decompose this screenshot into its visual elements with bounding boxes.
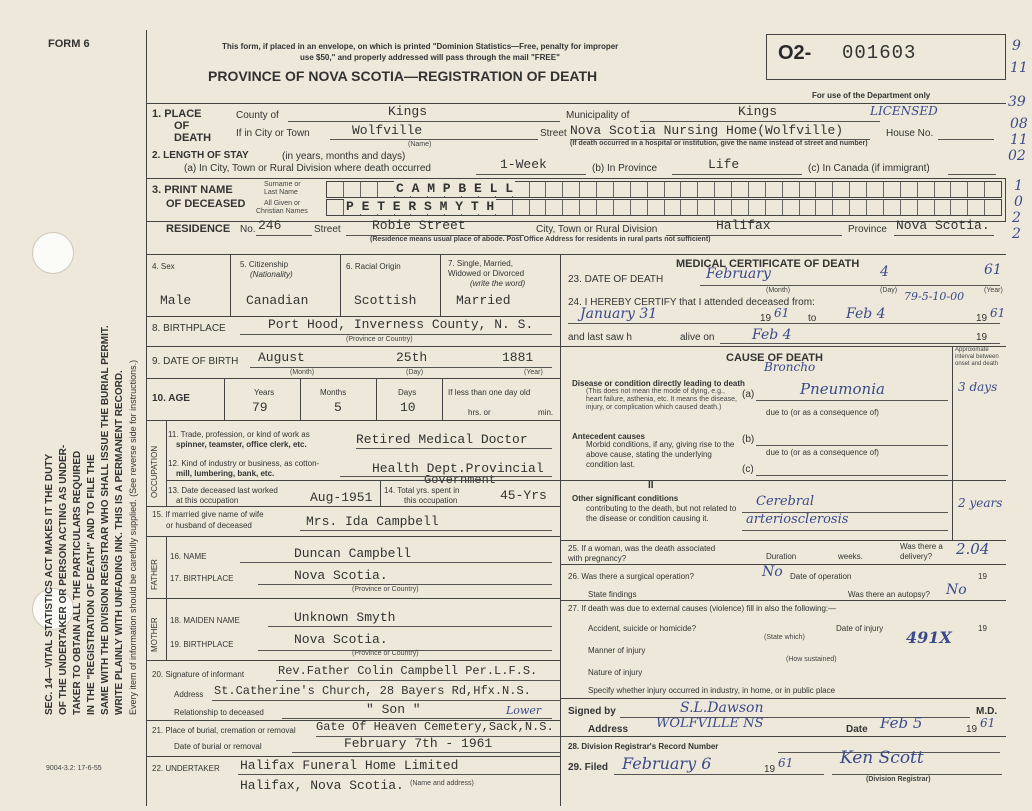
burial-date-value: February 7th - 1961 <box>344 736 493 751</box>
cause-box-top <box>560 346 1006 347</box>
surname-value: C A M P B E L L <box>396 181 514 196</box>
filed-date: February 6 <box>622 754 712 773</box>
approx-interval-label: Approximate interval between onset and death <box>955 347 999 367</box>
other-conditions-hint: contributing to the death, but not related to the disease or condition causing it. <box>586 504 737 523</box>
surname-hint-1: Surname or <box>264 181 301 188</box>
registrar-line <box>832 774 1002 775</box>
house-number-label: House No. <box>886 128 934 139</box>
last-saw-label: and last saw h <box>568 332 632 343</box>
margin-code-10: 2 <box>1012 226 1021 242</box>
external-causes-label: 27. If death was due to external causes (violence) fill in also the following:— <box>568 604 837 613</box>
citizenship-hint: (Nationality) <box>250 270 293 279</box>
father-name-value: Duncan Campbell <box>294 546 412 561</box>
county-line <box>288 121 560 122</box>
attendance-year-1-label: 19 <box>760 313 772 324</box>
residence-province-label: Province <box>848 224 887 235</box>
marital-label-3: (write the word) <box>470 279 526 288</box>
cell-divider <box>340 254 341 316</box>
age-days-label: Days <box>398 388 417 397</box>
dob-day-hint: (Day) <box>406 369 424 376</box>
registration-prefix: O2- <box>778 42 812 64</box>
marital-label-1: 7. Single, Married, <box>448 259 513 268</box>
dob-day: 25th <box>396 350 428 365</box>
municipality-line <box>640 121 880 122</box>
informant-line <box>276 680 560 681</box>
row-divider <box>146 756 560 757</box>
q12-value-2: Government <box>424 473 497 487</box>
section-divider <box>146 254 1006 255</box>
residence-no-line <box>256 235 312 236</box>
death-month: February <box>706 266 771 282</box>
cell-divider <box>442 378 443 420</box>
informant-label: 20. Signature of informant <box>152 670 245 679</box>
filed-label: 29. Filed <box>568 762 609 773</box>
punch-hole-top <box>32 232 74 274</box>
city-hint: (Name) <box>408 141 432 148</box>
sex-value: Male <box>160 293 192 308</box>
death-month-hint: (Month) <box>766 287 791 294</box>
cause-interval-divider <box>952 346 953 540</box>
registration-number: 001603 <box>842 42 917 64</box>
relationship-label: Relationship to deceased <box>174 708 264 717</box>
sex-label: 4. Sex <box>152 262 175 271</box>
side-instruction-5: SAME WITH THE DIVISION REGISTRAR WHO SHALL ISSUE THE BURIAL PERMIT. <box>100 325 111 715</box>
mother-birthplace-hint: (Province or Country) <box>352 650 419 657</box>
footer-code: 9004-3.2: 17-6-55 <box>46 765 102 772</box>
column-divider <box>560 254 561 806</box>
stay-city-line <box>476 174 586 175</box>
side-instruction-7: Every item of information should be carefully supplied. (See reverse side for instructions.) <box>128 359 138 715</box>
father-side-label: FATHER <box>150 559 159 590</box>
place-label-2: OF <box>174 120 190 132</box>
q11-line <box>356 448 552 449</box>
main-left-border <box>146 30 147 806</box>
section-divider <box>146 103 1006 104</box>
cause-a-label: (a) <box>742 389 755 400</box>
residence-hint: (Residence means usual place of abode. Post Office Address for residents in rural parts not sufficient) <box>370 236 711 243</box>
citizenship-label: 5. Citizenship <box>240 260 289 269</box>
cause-b-label: (b) <box>742 434 755 445</box>
street-label: Street <box>540 128 567 139</box>
cause-a-line <box>756 400 948 401</box>
stay-province-line <box>672 174 802 175</box>
margin-code-1: 9 <box>1012 38 1021 54</box>
mother-birthplace-value: Nova Scotia. <box>294 632 388 647</box>
margin-code-5: 11 <box>1010 132 1028 148</box>
city-value: Wolfville <box>352 123 423 138</box>
burial-date-line <box>292 752 560 753</box>
form-number: FORM 6 <box>48 38 90 50</box>
stay-province-value: Life <box>708 157 740 172</box>
city-line <box>330 139 538 140</box>
undertaker-line <box>238 774 560 775</box>
racial-origin-label: 6. Racial Origin <box>346 262 401 271</box>
residence-street-label: Street <box>314 224 341 235</box>
death-day-hint: (Day) <box>880 287 898 294</box>
accident-label: Accident, suicide or homicide? <box>588 624 697 633</box>
department-use-label: For use of the Department only <box>812 91 931 100</box>
cell-divider <box>300 378 301 420</box>
mother-birthplace-label: 19. BIRTHPLACE <box>170 640 234 649</box>
specify-place-label: Specify whether injury occurred in industry, in home, or in public place <box>588 686 836 695</box>
undertaker-value: Halifax Funeral Home Limited <box>240 758 459 773</box>
stay-label: 2. LENGTH OF STAY <box>152 150 249 161</box>
informant-address-value: St.Catherine's Church, 28 Bayers Rd,Hfx.N.S. <box>214 684 531 698</box>
row-divider <box>560 540 1006 541</box>
place-label-3: DEATH <box>174 132 212 144</box>
licensed-note: LICENSED <box>870 104 938 118</box>
cause-a-prefix: Broncho <box>764 360 816 374</box>
manner-code: 491X <box>906 628 952 647</box>
cell-divider <box>224 378 225 420</box>
surgical-operation-value: No <box>762 564 783 580</box>
q14-value: 45-Yrs <box>500 488 547 503</box>
side-instruction-6: WRITE PLAINLY WITH UNFADING INK. THIS IS A PERMANENT RECORD. <box>114 370 125 715</box>
alive-on-line <box>720 343 1000 344</box>
sign-year: 61 <box>980 716 996 730</box>
cell-divider <box>380 480 381 506</box>
attendance-from: January 31 <box>580 306 658 322</box>
hours-label: hrs. or <box>468 408 491 417</box>
birthplace-value: Port Hood, Inverness County, N. S. <box>268 317 534 332</box>
margin-code-7: 1 <box>1014 178 1023 194</box>
attendance-to: Feb 4 <box>846 306 886 322</box>
stay-canada-label: (c) In Canada (if immigrant) <box>808 163 930 174</box>
death-day: 4 <box>880 264 889 280</box>
cause-a-interval: 3 days <box>958 380 998 394</box>
margin-code-2: 11 <box>1010 60 1028 76</box>
undertaker-label: 22. UNDERTAKER <box>152 764 220 773</box>
stay-province-label: (b) In Province <box>592 163 658 174</box>
informant-address-line <box>212 700 560 701</box>
house-number-line <box>938 139 994 140</box>
county-value: Kings <box>388 104 428 119</box>
side-code: 79-5-10-00 <box>904 290 965 303</box>
racial-origin-value: Scottish <box>354 293 417 308</box>
mother-name-value: Unknown Smyth <box>294 610 396 625</box>
other-interval: 2 years <box>958 496 1003 510</box>
municipality-value: Kings <box>738 104 778 119</box>
stay-city-value: 1-Week <box>500 157 547 172</box>
attendance-to-label: to <box>808 313 817 324</box>
attendance-line <box>568 323 1000 324</box>
row-divider <box>146 598 560 599</box>
residence-no-value: 246 <box>258 218 282 233</box>
dob-year-hint: (Year) <box>524 369 543 376</box>
place-label-1: 1. PLACE <box>152 108 202 120</box>
row-divider <box>560 600 1006 601</box>
date-of-death-label: 23. DATE OF DEATH <box>568 274 664 285</box>
row-divider <box>146 536 560 537</box>
surgical-operation-label: 26. Was there a surgical operation? <box>568 572 694 581</box>
q11-label-1: 11. Trade, profession, or kind of work as <box>168 430 310 439</box>
date-of-death-line <box>700 285 1000 286</box>
pregnancy-label: 25. If a woman, was the death associated with pregnancy? <box>568 544 716 563</box>
citizenship-value: Canadian <box>246 293 309 308</box>
dob-month: August <box>258 350 305 365</box>
occupation-side-label: OCCUPATION <box>150 445 159 498</box>
father-name-label: 16. NAME <box>170 552 207 561</box>
injury-year-label: 19 <box>978 624 987 633</box>
municipality-label: Municipality of <box>566 110 630 121</box>
mail-notice-2: use $50," and properly addressed will pass through the mail "FREE" <box>300 53 560 62</box>
signer-address-label: Address <box>588 724 629 735</box>
age-months-label: Months <box>320 388 347 397</box>
q11-value: Retired Medical Doctor <box>356 432 528 447</box>
dob-line <box>250 367 552 368</box>
injury-date-label: Date of injury <box>836 624 884 633</box>
row-divider <box>560 564 1006 565</box>
age-years-value: 79 <box>252 400 268 415</box>
antecedent-label: Antecedent causes <box>572 432 645 441</box>
other-condition-2: arteriosclerosis <box>746 512 849 527</box>
informant-value: Rev.Father Colin Campbell Per.L.F.S. <box>278 664 538 678</box>
age-years-label: Years <box>254 388 275 397</box>
residence-province-value: Nova Scotia. <box>896 218 990 233</box>
burial-value: Gate Of Heaven Cemetery,Sack,N.S. <box>316 720 554 734</box>
duration-label: Duration <box>766 552 797 561</box>
filed-year: 61 <box>778 756 794 770</box>
father-name-line <box>240 562 552 563</box>
due-to-b-label: due to (or as a consequence of) <box>766 448 879 457</box>
delivery-code: 2.04 <box>956 540 990 558</box>
residence-province-line <box>894 235 994 236</box>
q15-line <box>300 530 552 531</box>
father-birthplace-label: 17. BIRTHPLACE <box>170 574 234 583</box>
birthplace-line <box>240 334 552 335</box>
row-divider <box>146 346 560 347</box>
q13-label-2: at this occupation <box>176 496 239 505</box>
margin-code-8: 0 <box>1014 194 1023 210</box>
attendance-label: 24. I HEREBY CERTIFY that I attended deceased from: <box>568 297 815 308</box>
birthplace-label: 8. BIRTHPLACE <box>152 323 226 334</box>
death-year-hint: (Year) <box>984 287 1003 294</box>
filed-line <box>614 774 824 775</box>
residence-no-label: No. <box>240 224 256 235</box>
cell-divider <box>230 254 231 316</box>
nature-label: Nature of injury <box>588 668 643 677</box>
side-instruction-2: OF THE UNDERTAKER OR PERSON ACTING AS UNDER- <box>58 444 69 715</box>
other-line-2 <box>742 530 948 531</box>
alive-on-label: alive on <box>680 332 715 343</box>
other-conditions-label: Other significant conditions <box>572 494 679 503</box>
md-label: M.D. <box>976 706 998 717</box>
signer-signature: S.L.Dawson <box>680 700 764 716</box>
father-birthplace-value: Nova Scotia. <box>294 568 388 583</box>
row-divider <box>146 378 560 379</box>
disease-label: Disease or condition directly leading to death <box>572 379 745 388</box>
signed-by-label: Signed by <box>568 706 616 717</box>
cause-a-value: Pneumonia <box>800 380 885 398</box>
margin-code-3: 39 <box>1008 94 1026 110</box>
minutes-label: min. <box>538 408 554 417</box>
margin-code-6: 02 <box>1008 148 1026 164</box>
burial-label: 21. Place of burial, cremation or removal <box>152 726 296 735</box>
delivery-label: Was there a delivery? <box>900 542 943 561</box>
part-ii-label: II <box>648 480 654 491</box>
q15-label-1: 15. If married give name of wife <box>152 510 264 519</box>
residence-city-label: City, Town or Rural Division <box>536 224 658 235</box>
residence-label: RESIDENCE <box>166 223 231 235</box>
burial-date-label: Date of burial or removal <box>174 742 262 751</box>
side-instruction-3: TAKER TO OBTAIN ALL THE PARTICULARS REQUIRED <box>72 450 83 715</box>
sign-date: Feb 5 <box>880 714 923 732</box>
q14-label-1: 14. Total yrs. spent in <box>384 486 460 495</box>
given-hint-1: All Given or <box>264 200 301 207</box>
attendance-year-1: 61 <box>774 306 790 320</box>
dob-year: 1881 <box>502 350 534 365</box>
cause-of-death-header: CAUSE OF DEATH <box>726 352 823 364</box>
residence-city-value: Halifax <box>716 218 771 233</box>
given-names-value: P E T E R S M Y T H <box>346 199 495 214</box>
alive-year-label: 19 <box>976 332 988 343</box>
q13-value: Aug-1951 <box>310 490 373 505</box>
dob-month-hint: (Month) <box>290 369 315 376</box>
cause-c-line <box>756 475 948 476</box>
given-hint-2: Christian Names <box>256 208 308 215</box>
cell-divider <box>440 254 441 316</box>
record-number-label: 28. Division Registrar's Record Number <box>568 742 719 751</box>
autopsy-value: No <box>946 582 967 598</box>
of-deceased-label: OF DECEASED <box>166 198 246 210</box>
side-instruction-4: IN THE "REGISTRATION OF DEATH" AND TO FILE THE <box>86 454 97 715</box>
row-divider <box>146 660 560 661</box>
q12-label-1: 12. Kind of industry or business, as cotton- <box>168 459 320 468</box>
q12-value: Health Dept.Provincial <box>372 461 544 476</box>
residence-street-value: Robie Street <box>372 218 466 233</box>
cell-divider <box>166 420 167 506</box>
margin-code-4: 08 <box>1010 116 1028 132</box>
side-instruction-1: SEC. 14—VITAL STATISTICS ACT MAKES IT THE DUTY <box>44 453 55 715</box>
mother-name-line <box>268 626 552 627</box>
antecedent-hint: Morbid conditions, if any, giving rise to the above cause, stating the underlying condition last. <box>586 440 735 469</box>
disease-hint: (This does not mean the mode of dying, e.g., heart failure, asthenia, etc. It means the disease, injury, or complication which caused death.) <box>586 388 737 411</box>
stay-hint: (in years, months and days) <box>282 151 406 162</box>
row-divider <box>560 480 1006 481</box>
q12-label-2: mill, lumbering, bank, etc. <box>176 469 275 478</box>
q12-line <box>340 476 552 477</box>
burial-correction: Lower <box>506 704 542 717</box>
less-than-day-label: If less than one day old <box>448 388 531 397</box>
row-divider <box>560 736 1006 737</box>
q15-value: Mrs. Ida Campbell <box>306 514 439 529</box>
birthplace-hint: (Province or Country) <box>346 336 413 343</box>
informant-address-label: Address <box>174 690 204 699</box>
autopsy-label: Was there an autopsy? <box>848 590 930 599</box>
registrar-label: (Division Registrar) <box>866 776 931 783</box>
marital-label-2: Widowed or Divorced <box>448 269 525 278</box>
state-which-hint: (State which) <box>764 634 805 641</box>
attendance-year-2-label: 19 <box>976 313 988 324</box>
cell-divider <box>376 378 377 420</box>
signer-address: WOLFVILLE NS <box>656 716 764 731</box>
q11-label-2: spinner, teamster, office clerk, etc. <box>176 440 307 449</box>
other-condition-1: Cerebral <box>756 494 814 509</box>
dob-label: 9. DATE OF BIRTH <box>152 356 239 367</box>
stay-city-label: (a) In City, Town or Rural Division where death occurred <box>184 163 431 174</box>
surname-hint-2: Last Name <box>264 189 298 196</box>
how-sustained-hint: (How sustained) <box>786 656 837 663</box>
operation-year-label: 19 <box>978 572 987 581</box>
age-days-value: 10 <box>400 400 416 415</box>
weeks-label: weeks. <box>838 552 863 561</box>
undertaker-hint: (Name and address) <box>410 780 474 787</box>
due-to-a-label: due to (or as a consequence of) <box>766 408 879 417</box>
sign-date-label: Date <box>846 724 868 735</box>
form-title: PROVINCE OF NOVA SCOTIA—REGISTRATION OF DEATH <box>208 68 598 84</box>
row-divider <box>146 420 560 421</box>
medical-certificate-header: MEDICAL CERTIFICATE OF DEATH <box>676 258 860 270</box>
q14-label-2: this occupation <box>404 496 458 505</box>
death-year: 61 <box>984 262 1002 278</box>
operation-date-label: Date of operation <box>790 572 852 581</box>
relationship-line <box>282 718 552 719</box>
father-birthplace-hint: (Province or Country) <box>352 586 419 593</box>
county-label: County of <box>236 110 279 121</box>
mother-side-label: MOTHER <box>150 617 159 652</box>
city-label: If in City or Town <box>236 128 310 139</box>
findings-label: State findings <box>588 590 637 599</box>
filed-year-label: 19 <box>764 764 776 775</box>
last-saw-date: Feb 4 <box>752 327 792 343</box>
marital-value: Married <box>456 293 511 308</box>
stay-canada-line <box>948 174 996 175</box>
cause-b-line <box>756 445 948 446</box>
street-value: Nova Scotia Nursing Home(Wolfville) <box>570 123 844 138</box>
row-divider <box>146 506 560 507</box>
age-label: 10. AGE <box>152 393 190 404</box>
father-birthplace-line <box>258 584 552 585</box>
sign-year-label: 19 <box>966 724 978 735</box>
age-months-value: 5 <box>334 400 342 415</box>
row-divider <box>560 698 1006 699</box>
undertaker-address: Halifax, Nova Scotia. <box>240 778 404 793</box>
row-divider <box>166 480 560 481</box>
manner-label: Manner of injury <box>588 646 646 655</box>
registrar-signature: Ken Scott <box>840 748 924 768</box>
relationship-value: " Son " <box>366 702 421 717</box>
q13-label-1: 13. Date deceased last worked <box>168 486 278 495</box>
margin-code-9: 2 <box>1012 210 1021 226</box>
hospital-hint: (If death occurred in a hospital or institution, give the name instead of street and number) <box>570 140 868 147</box>
print-name-label: 3. PRINT NAME <box>152 184 233 196</box>
q15-label-2: or husband of deceased <box>166 521 252 530</box>
attendance-year-2: 61 <box>990 306 1006 320</box>
mother-name-label: 18. MAIDEN NAME <box>170 616 240 625</box>
mail-notice-1: This form, if placed in an envelope, on which is printed "Dominion Statistics—Free, penalty for improper <box>222 42 619 51</box>
cause-c-label: (c) <box>742 464 754 475</box>
